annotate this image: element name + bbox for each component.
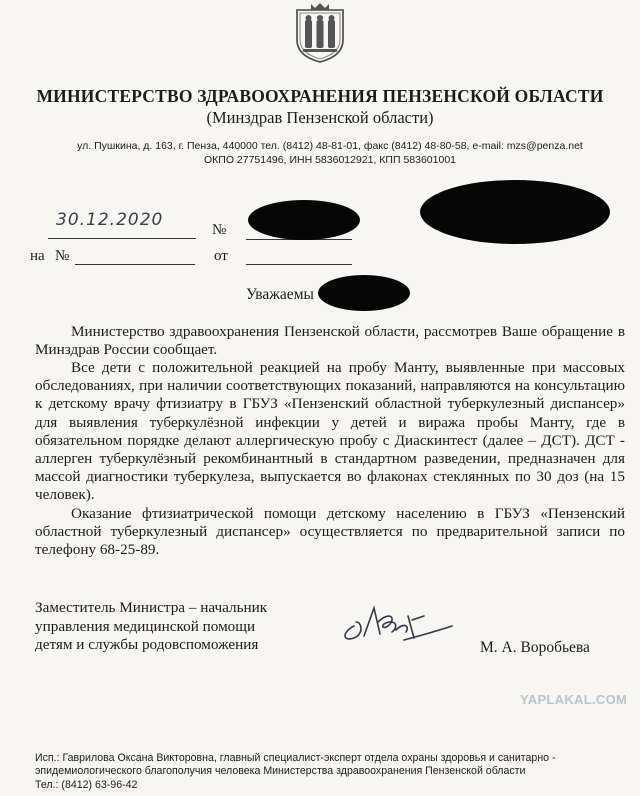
position-line-2: управления медицинской помощи [35, 617, 256, 635]
footer-phone: Тел.: (8412) 63-96-42 [35, 778, 138, 791]
signatory-name: М. А. Воробьева [480, 639, 590, 656]
body-paragraph-2: Все дети с положительной реакцией на пробу Манту, выявленные при массовых обследованиях, при наличии соответствующих показаний, направляются на консультацию к детскому врачу фтизиатру в ГБУЗ «Пензенский областной туберкулезный диспансер» для выявления туберкулёзной инфекции у детей и виража пробы Манту, где в обязательном порядке делают аллергическую пробу с Диаскинтест (далее – ДСТ). ДСТ - аллерген туберкулёзный рекомбинантный в стандартном разведении, предназначен для массой диагностики туберкулеза, выпускается во флаконах стеклянных по 30 доз (на 15 человек). [35, 359, 625, 504]
ref-number-underline [75, 264, 195, 265]
executor-footer [35, 752, 635, 792]
body-paragraph-1: Министерство здравоохранения Пензенской области, рассмотрев Ваше обращение в Минздрав России сообщает. [35, 323, 625, 359]
site-watermark: YAPLAKAL.COM [520, 692, 628, 707]
ref-number-label: № [55, 248, 70, 264]
address-line: ул. Пушкина, д. 163, г. Пенза, 440000 тел. (8412) 48-81-01, факс (8412) 48-80-58, e-mail: mzs@penza.net [77, 140, 583, 152]
on-label: на [30, 248, 45, 264]
handwritten-signature [334, 596, 454, 646]
signatory-position [35, 599, 335, 655]
body-paragraph-3: Оказание фтизиатрической помощи детскому населению в ГБУЗ «Пензенский областной туберкулезный диспансер» осуществляется по предварительной записи по телефону 68-25-89. [35, 505, 625, 559]
number-label: № [212, 222, 227, 238]
handwritten-date: 30.12.2020 [56, 210, 164, 230]
redaction-name [318, 275, 410, 311]
ministry-title: МИНИСТЕРСТВО ЗДРАВООХРАНЕНИЯ ПЕНЗЕНСКОЙ ОБЛАСТИ [36, 86, 604, 106]
from-underline [246, 264, 352, 265]
coat-of-arms-icon [289, 2, 351, 64]
footer-line-2: эпидемиологического благополучия человека Министерства здравоохранения Пензенской области [35, 765, 526, 778]
codes-line: ОКПО 27751496, ИНН 5836012921, КПП 583601001 [203, 154, 456, 166]
from-label: от [214, 248, 228, 264]
redaction-number [248, 200, 360, 240]
redaction-addressee [420, 180, 610, 244]
ministry-subtitle: (Минздрав Пензенской области) [206, 108, 434, 127]
footer-line-1: Исп.: Гаврилова Оксана Викторовна, главный специалист-эксперт отдела охраны здоровья и санитарно - [35, 752, 556, 764]
date-underline [48, 238, 196, 239]
position-line-1: Заместитель Министра – начальник [35, 599, 268, 616]
position-line-3: детям и службы родовспоможения [35, 636, 259, 654]
greeting: Уважаемы [246, 286, 314, 303]
